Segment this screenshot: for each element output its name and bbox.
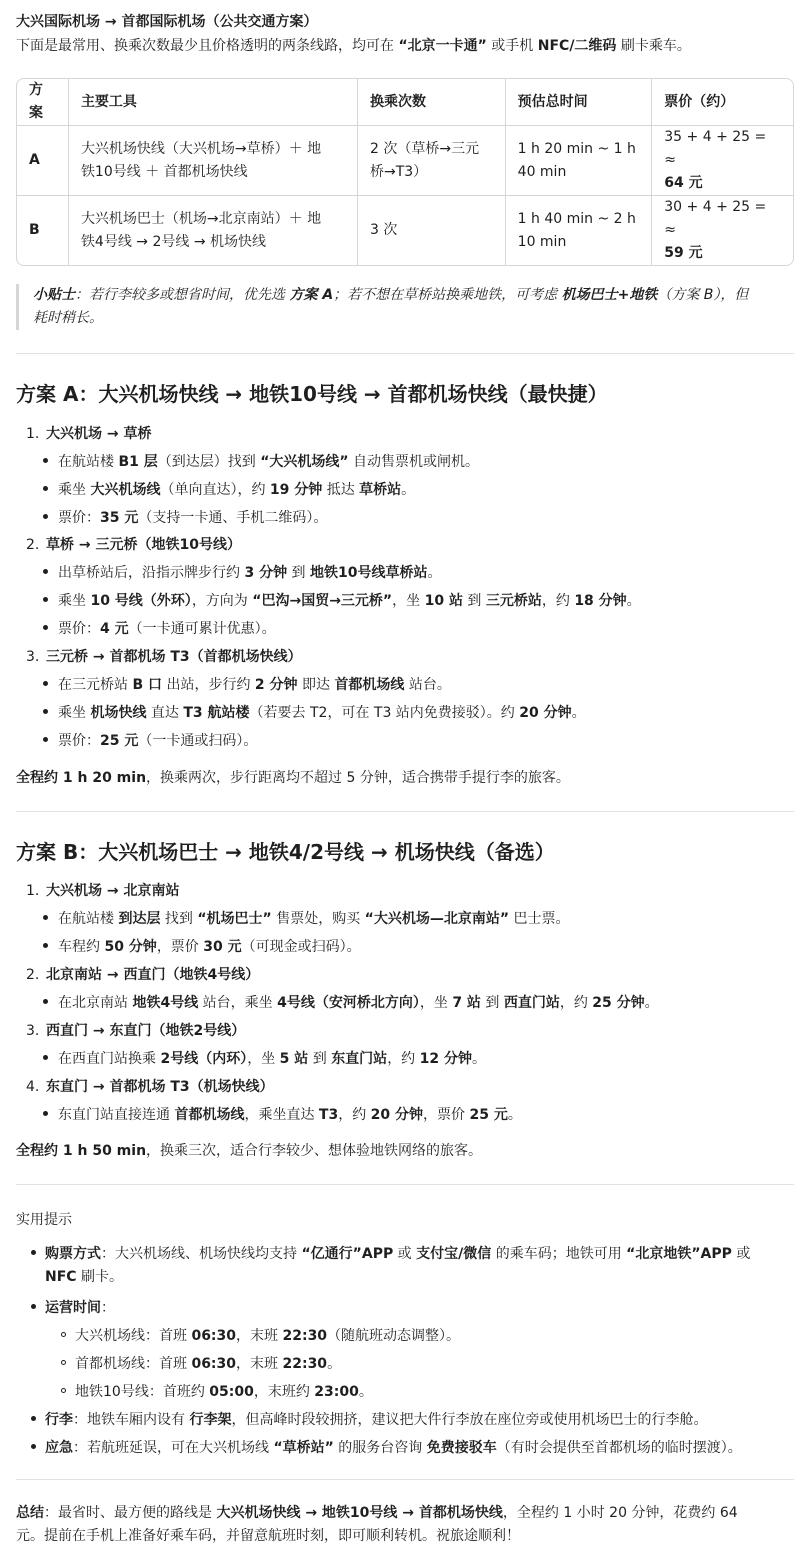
- col-header-transfers: 换乘次数: [358, 79, 506, 126]
- plan-a-heading: 方案 A：大兴机场快线 → 地铁10号线 → 首都机场快线（最快捷）: [16, 382, 608, 406]
- cell-tools: 大兴机场巴士（机场→北京南站）＋ 地 铁4号线 → 2号线 → 机场快线: [69, 196, 358, 265]
- list-item: 在三元桥站 B 口 出站，步行约 2 分钟 即达 首都机场线 站台。: [58, 674, 451, 694]
- route-comparison-table: [16, 78, 794, 266]
- cell-fare: 35 + 4 + 25 = ≈ 64 元: [652, 126, 793, 196]
- tip-blockquote: 小贴士：若行李较多或想省时间，优先选 方案 A；若不想在草桥站换乘地铁，可考虑 机场巴士+地铁（方案 B），但 耗时稍长。: [16, 284, 794, 330]
- cell-time: 1 h 40 min ~ 2 h 10 min: [506, 196, 653, 265]
- list-item: 出草桥站后，沿指示牌步行约 3 分钟 到 地铁10号线草桥站。: [58, 562, 441, 582]
- plan-b-step-1: 1. 大兴机场 → 北京南站: [26, 883, 180, 899]
- divider: [16, 353, 794, 354]
- cell-transfers: 3 次: [358, 196, 506, 265]
- plan-b-step-4: 4. 东直门 → 首都机场 T3（机场快线）: [26, 1079, 274, 1095]
- list-item: 车程约 50 分钟，票价 30 元（可现金或扫码）。: [58, 936, 361, 956]
- list-item: 应急：若航班延误，可在大兴机场线 “草桥站” 的服务台咨询 免费接驳车（有时会提供至首都机场的临时摆渡）。: [45, 1437, 742, 1457]
- list-item: 行李：地铁车厢内设有 行李架，但高峰时段较拥挤，建议把大件行李放在座位旁或使用机场巴士的行李舱。: [45, 1409, 707, 1429]
- table-header-row: [17, 79, 793, 126]
- table-row: [17, 126, 793, 196]
- plan-b-heading: 方案 B：大兴机场巴士 → 地铁4/2号线 → 机场快线（备选）: [16, 840, 555, 864]
- list-item: 乘坐 大兴机场线（单向直达），约 19 分钟 抵达 草桥站。: [58, 479, 415, 499]
- list-item: 乘坐 机场快线 直达 T3 航站楼（若要去 T2，可在 T3 站内免费接驳）。约 20 分钟。: [58, 702, 586, 722]
- divider: [16, 1479, 794, 1480]
- divider: [16, 811, 794, 812]
- plan-a-total: 全程约 1 h 20 min，换乘两次，步行距离均不超过 5 分钟，适合携带手提行李的旅客。: [16, 770, 570, 786]
- list-item: 票价：4 元（一卡通可累计优惠）。: [58, 618, 276, 638]
- plan-a-step-2: 2. 草桥 → 三元桥（地铁10号线）: [26, 537, 241, 553]
- col-header-time: 预估总时间: [506, 79, 653, 126]
- cell-transfers: 2 次（草桥→三元 桥→T3）: [358, 126, 506, 196]
- list-item: 东直门站直接连通 首都机场线，乘坐直达 T3，约 20 分钟，票价 25 元。: [58, 1104, 522, 1124]
- plan-b-step-2: 2. 北京南站 → 西直门（地铁4号线）: [26, 967, 260, 983]
- plan-b-step-3: 3. 西直门 → 东直门（地铁2号线）: [26, 1023, 246, 1039]
- list-item: 首都机场线：首班 06:30，末班 22:30。: [75, 1353, 341, 1373]
- list-item: 在航站楼 到达层 找到 “机场巴士” 售票处，购买 “大兴机场—北京南站” 巴士票。: [58, 908, 570, 928]
- cell-tools: 大兴机场快线（大兴机场→草桥）＋ 地 铁10号线 ＋ 首都机场快线: [69, 126, 358, 196]
- cell-plan: A: [17, 126, 69, 196]
- divider: [16, 1184, 794, 1185]
- list-item: 票价：35 元（支持一卡通、手机二维码）。: [58, 507, 327, 527]
- list-item: 地铁10号线：首班约 05:00，末班约 23:00。: [75, 1381, 373, 1401]
- col-header-fare: 票价（约）: [652, 79, 793, 126]
- practical-heading: 实用提示: [16, 1212, 72, 1228]
- cell-plan: B: [17, 196, 69, 265]
- plan-a-step-1: 1. 大兴机场 → 草桥: [26, 426, 152, 442]
- summary-paragraph: 总结：最省时、最方便的路线是 大兴机场快线 → 地铁10号线 → 首都机场快线，全程约 1 小时 20 分钟，花费约 64 元。提前在手机上准备好乘车码，并留意航班时刻，即可顺利转机。祝旅途顺利！: [16, 1505, 738, 1544]
- list-item: 运营时间：: [45, 1297, 115, 1317]
- list-item: 购票方式：大兴机场线、机场快线均支持 “亿通行”APP 或 支付宝/微信 的乘车码；地铁可用 “北京地铁”APP 或 NFC 刷卡。: [45, 1243, 785, 1289]
- intro-text: 下面是最常用、换乘次数最少且价格透明的两条线路，均可在 “北京一卡通” 或手机 NFC/二维码 刷卡乘车。: [16, 38, 691, 54]
- list-item: 在航站楼 B1 层（到达层）找到 “大兴机场线” 自动售票机或闸机。: [58, 451, 479, 471]
- plan-b-total: 全程约 1 h 50 min，换乘三次，适合行李较少、想体验地铁网络的旅客。: [16, 1143, 483, 1159]
- list-item: 在西直门站换乘 2号线（内环），坐 5 站 到 东直门站，约 12 分钟。: [58, 1048, 486, 1068]
- list-item: 大兴机场线：首班 06:30，末班 22:30（随航班动态调整）。: [75, 1325, 460, 1345]
- cell-fare: 30 + 4 + 25 = ≈ 59 元: [664, 199, 767, 261]
- list-item: 乘坐 10 号线（外环），方向为 “巴沟→国贸→三元桥”，坐 10 站 到 三元桥站，约 18 分钟。: [58, 590, 641, 610]
- table-row: [17, 196, 793, 265]
- col-header-plan: 方案: [17, 79, 69, 126]
- list-item: 在北京南站 地铁4号线 站台，乘坐 4号线（安河桥北方向），坐 7 站 到 西直门站，约 25 分钟。: [58, 992, 659, 1012]
- col-header-tools: 主要工具: [69, 79, 358, 126]
- cell-time: 1 h 20 min ~ 1 h 40 min: [506, 126, 653, 196]
- plan-a-step-3: 3. 三元桥 → 首都机场 T3（首都机场快线）: [26, 649, 302, 665]
- list-item: 票价：25 元（一卡通或扫码）。: [58, 730, 257, 750]
- doc-title: 大兴国际机场 → 首都国际机场（公共交通方案）: [16, 14, 318, 30]
